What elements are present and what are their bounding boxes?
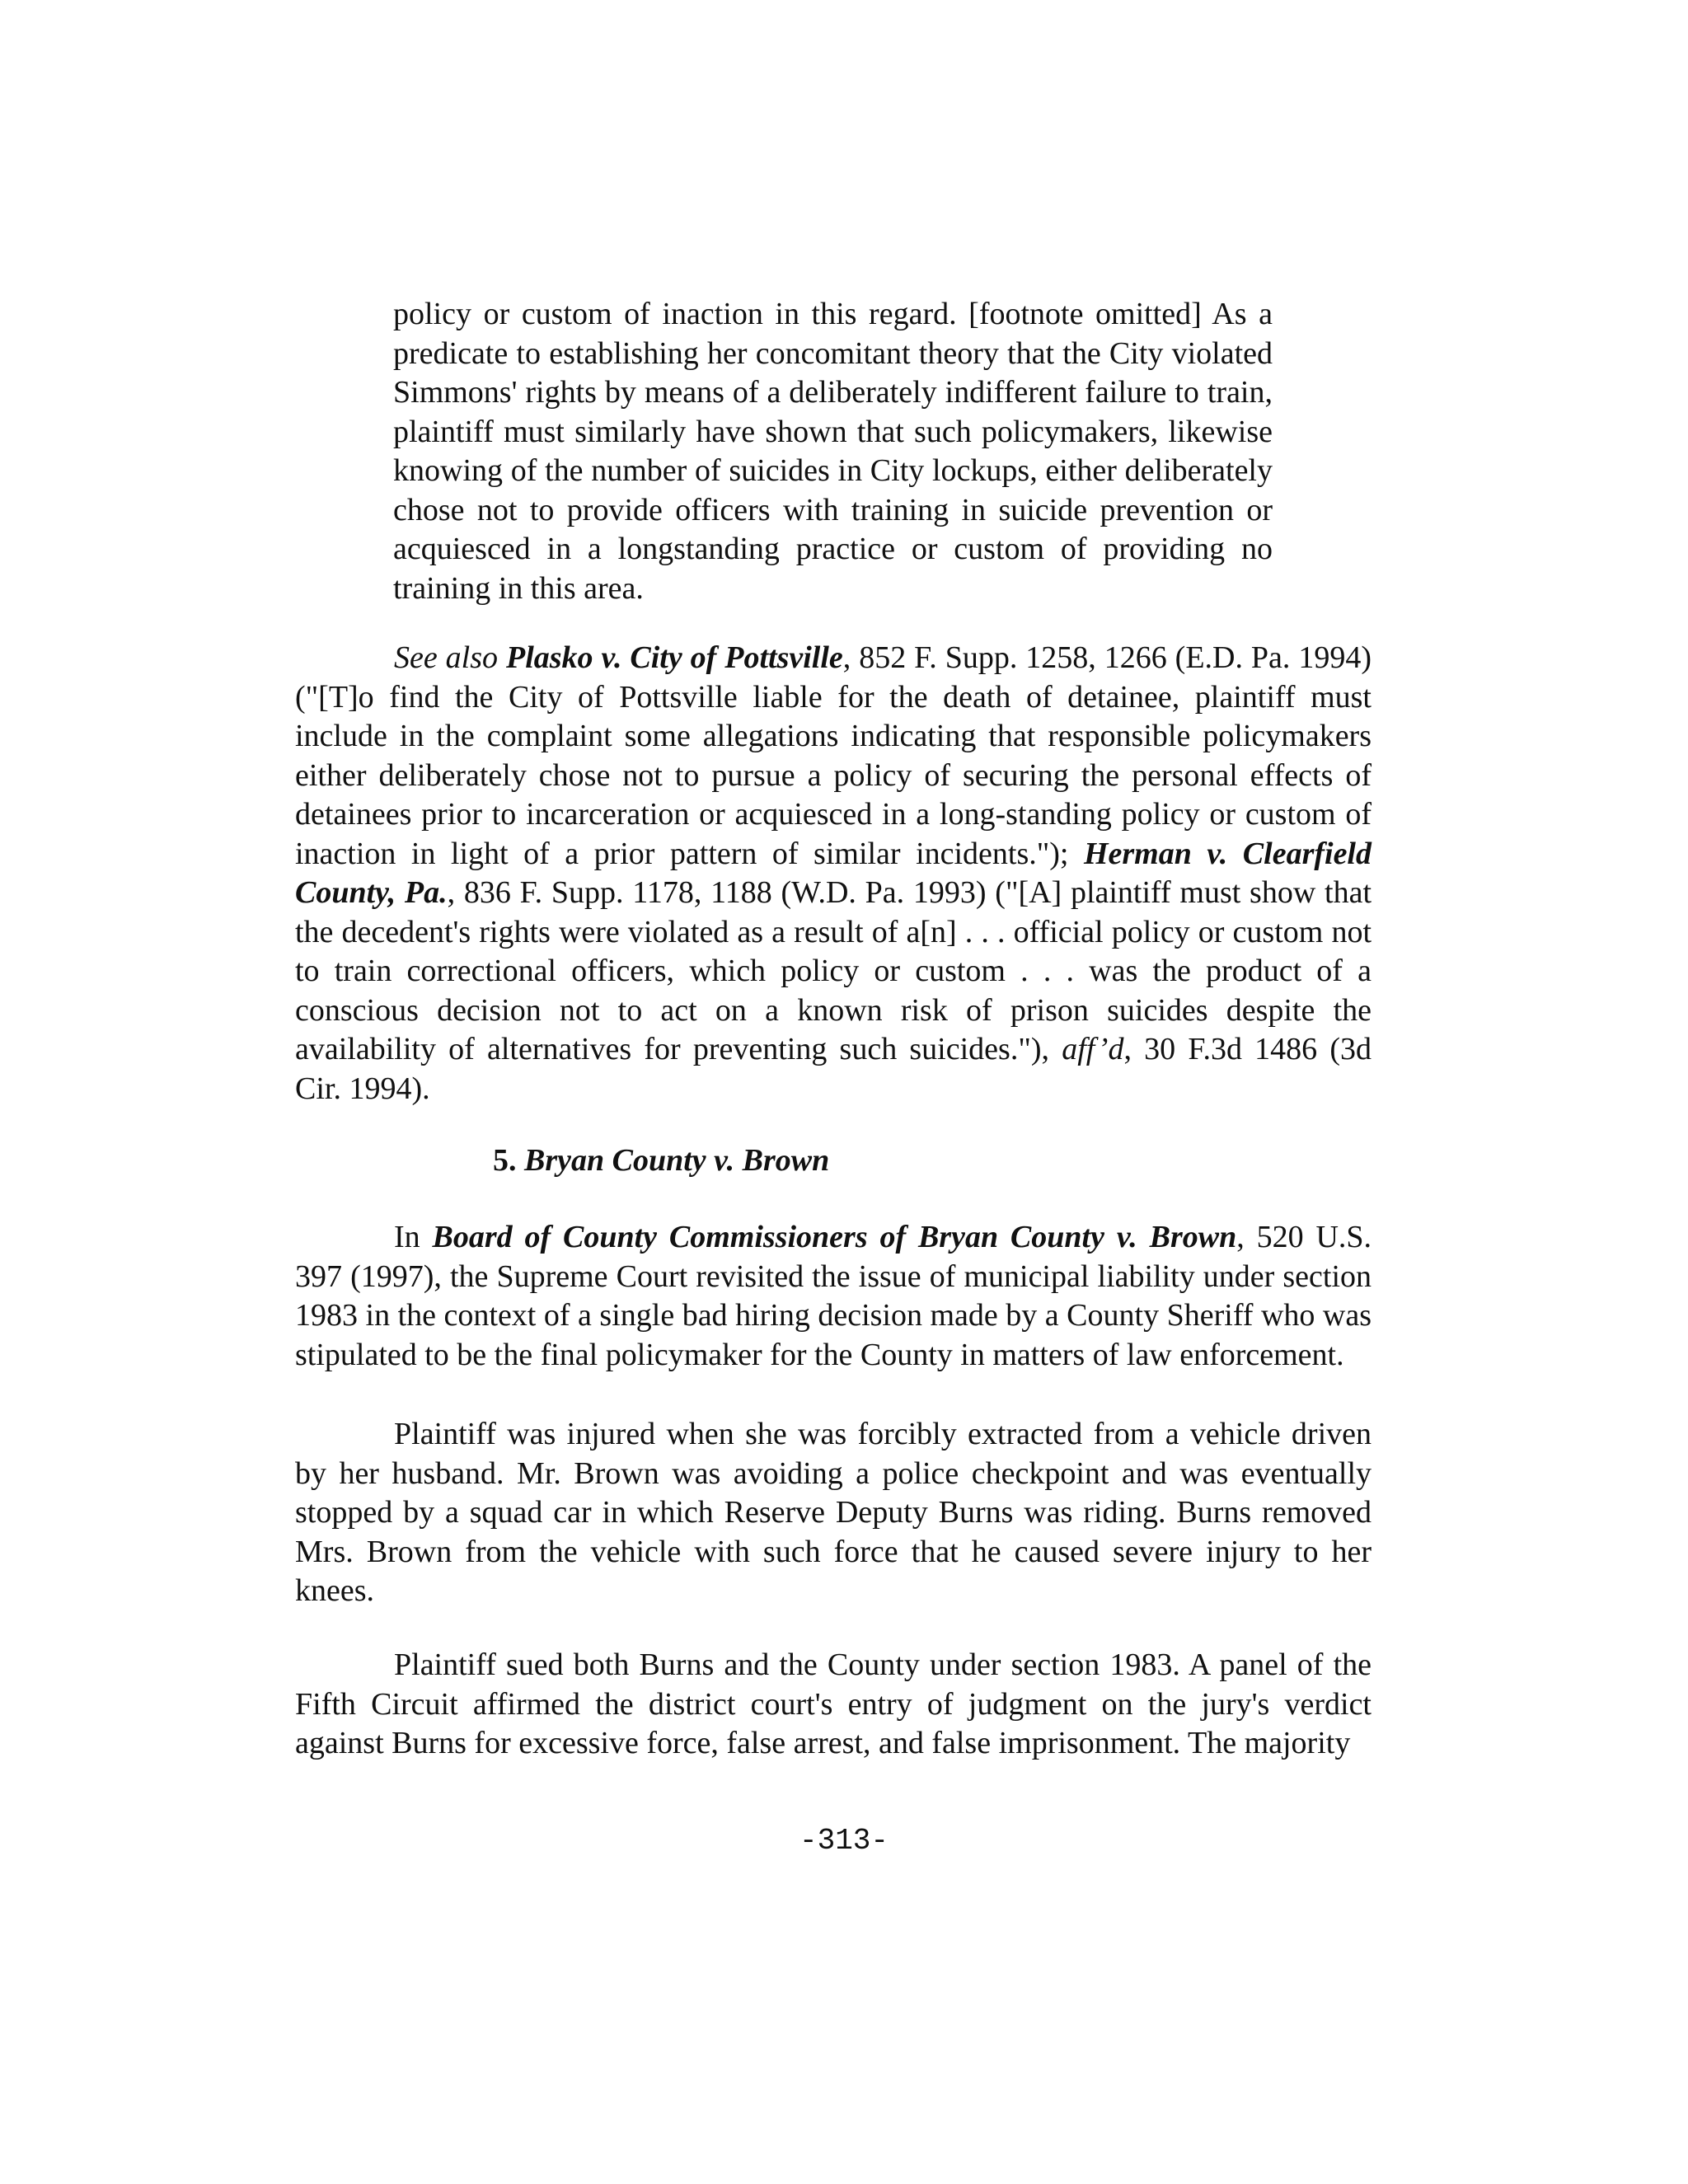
bryan-lead: In [394,1220,433,1254]
herman-parenthetical: , 836 F. Supp. 1178, 1188 (W.D. Pa. 1993) ("[A] plaintiff must show that the decedent's rights were violated as a result of a[n] . . . official policy or custom not to train correctional officers, which policy or custom . . . was the product of a conscious decision not to act on a known risk of prison suicides despite the availability of alternatives for preventing such suicides."), [295,875,1372,1066]
affd-signal: aff’d [1062,1032,1124,1066]
block-quote: policy or custom of inaction in this regard. [footnote omitted] As a predicate to establishing her concomitant theory that the City violated Simmons' rights by means of a deliberately indifferent failure to train, plaintiff must similarly have shown that such policymakers, likewise knowing of the number of suicides in City lockups, either deliberately chose not to provide officers with training in suicide prevention or acquiesced in a longstanding practice or custom of providing no training in this area. [393,297,1273,606]
case-citation-plasko: Plasko v. City of Pottsville [505,640,843,675]
plaintiff-paragraph: Plaintiff was injured when she was forcibly extracted from a vehicle driven by her husband. Mr. Brown was avoiding a police checkpoint and was eventually stopped by a squad car in which Reserve Deputy Burns was riding. Burns removed Mrs. Brown from the vehicle with such force that he caused severe injury to her knees. [295,1417,1372,1608]
case-citation-bryan: Board of County Commissioners of Bryan County v. Brown [432,1220,1237,1254]
affd-citation: , 30 F.3d 1486 (3d Cir. 1994). [295,1032,1372,1106]
section-title: Bryan County v. Brown [524,1143,830,1178]
see-also-paragraph [295,639,1372,1108]
sued-paragraph: Plaintiff sued both Burns and the County under section 1983. A panel of the Fifth Circuit affirmed the district court's entry of judgment on the jury's verdict against Burns for excessive force, false arrest, and false imprisonment. The majority [295,1647,1372,1760]
bryan-text: , 520 U.S. 397 (1997), the Supreme Court revisited the issue of municipal liability under section 1983 in the context of a single bad hiring decision made by a County Sheriff who was stipulated to be the final policymaker for the County in matters of law enforcement. [295,1220,1372,1372]
page-number: -313- [799,1824,889,1858]
plasko-parenthetical: , 852 F. Supp. 1258, 1266 (E.D. Pa. 1994) ("[T]o find the City of Pottsville liable for the death of detainee, plaintiff must include in the complaint some allegations indicating that responsible policymakers either deliberately chose not to pursue a policy of securing the personal effects of detainees prior to incarceration or acquiesced in a long-standing policy or custom of inaction in light of a prior pattern of similar incidents."); [295,640,1372,871]
bryan-paragraph [295,1218,1372,1375]
case-citation-herman: Herman v. Clearfield County, Pa. [295,836,1372,910]
see-also-signal: See also [394,640,499,675]
section-heading [493,1141,829,1181]
section-number: 5. [493,1143,517,1178]
